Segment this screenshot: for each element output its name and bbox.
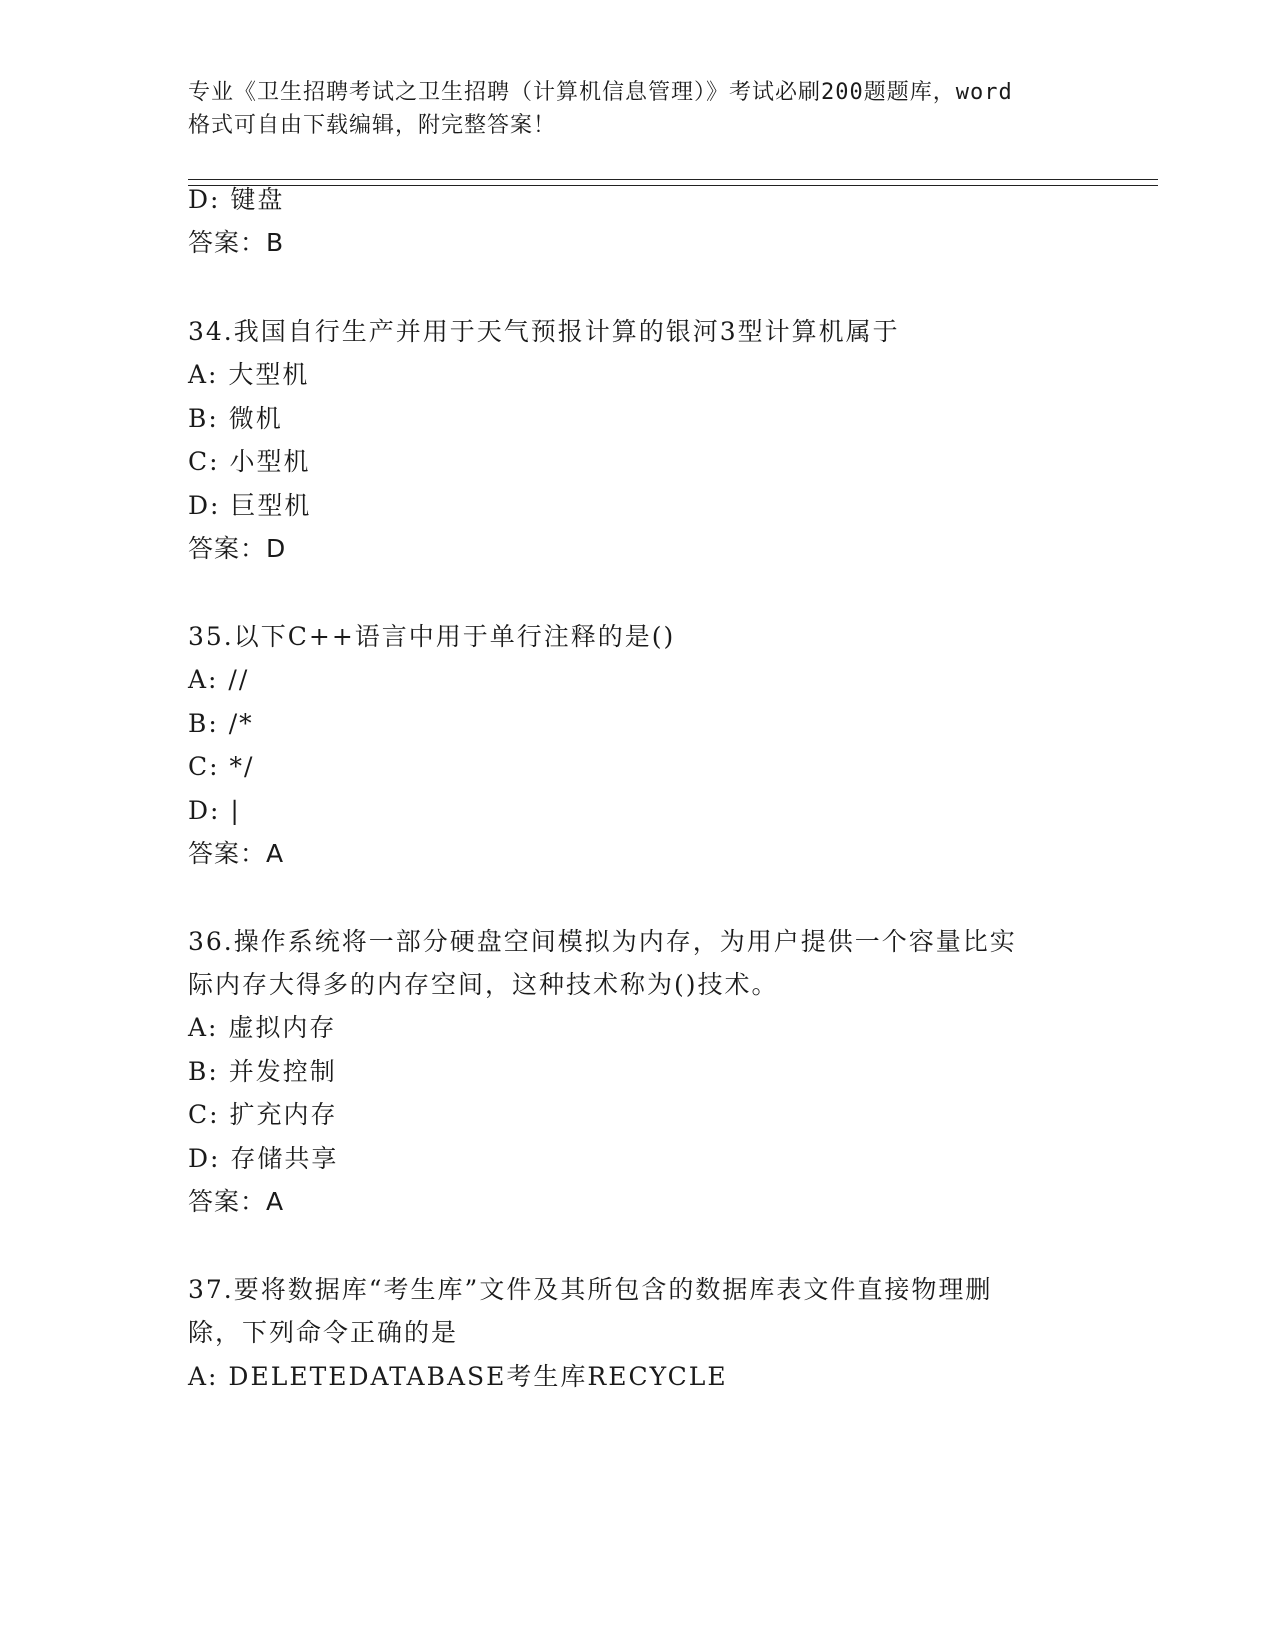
q35-option-d: D: | [188, 796, 241, 825]
q37-question-line-2: 除，下列命令正确的是 [188, 1318, 459, 1347]
q34-option-a: A: 大型机 [188, 360, 310, 389]
q34-option-c: C: 小型机 [188, 447, 311, 476]
q33-answer: 答案：B [188, 228, 285, 257]
q36-question-line-1: 36.操作系统将一部分硬盘空间模拟为内存，为用户提供一个容量比实 [188, 927, 1017, 956]
q34-answer: 答案：D [188, 534, 287, 563]
header-line-2: 格式可自由下载编辑，附完整答案！ [188, 113, 557, 138]
header-text [188, 76, 1088, 142]
q35-option-c: C: */ [188, 752, 255, 781]
q35-question: 35.以下C++语言中用于单行注释的是() [188, 622, 676, 651]
q35-answer: 答案：A [188, 839, 285, 868]
q36-option-d: D: 存储共享 [188, 1144, 339, 1173]
q35-option-b: B: /* [188, 709, 254, 738]
q37-option-a: A: DELETEDATABASE考生库RECYCLE [188, 1362, 728, 1391]
q36-question-line-2: 际内存大得多的内存空间，这种技术称为()技术。 [188, 970, 779, 999]
q37-question-line-1: 37.要将数据库“考生库”文件及其所包含的数据库表文件直接物理删 [188, 1275, 993, 1304]
q36-answer: 答案：A [188, 1187, 285, 1216]
q36-option-b: B: 并发控制 [188, 1057, 337, 1086]
q34-option-b: B: 微机 [188, 404, 283, 433]
q35-option-a: A: // [188, 665, 250, 694]
q34-option-d: D: 巨型机 [188, 491, 312, 520]
header-line-1: 专业《卫生招聘考试之卫生招聘（计算机信息管理）》考试必刷200题题库，word [188, 80, 1013, 105]
q36-option-c: C: 扩充内存 [188, 1100, 338, 1129]
q34-question: 34.我国自行生产并用于天气预报计算的银河3型计算机属于 [188, 317, 900, 346]
q33-option-d: D: 键盘 [188, 185, 285, 214]
q36-option-a: A: 虚拟内存 [188, 1013, 337, 1042]
